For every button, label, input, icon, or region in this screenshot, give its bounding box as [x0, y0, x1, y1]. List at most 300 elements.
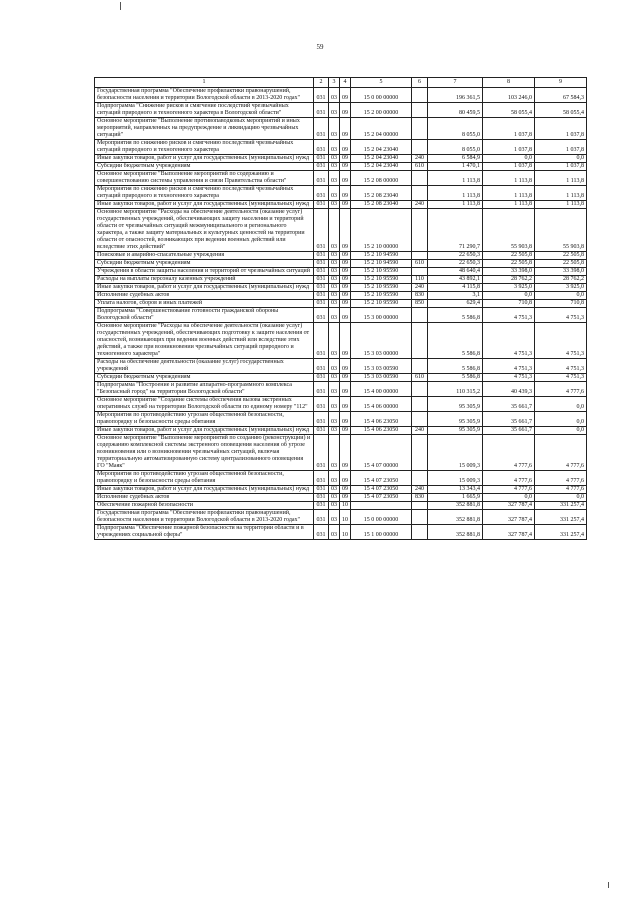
row-value-cell: 22 505,8 — [483, 260, 535, 268]
row-value-cell: 4 777,6 — [535, 382, 587, 397]
row-value-cell: 67 584,3 — [535, 88, 587, 103]
row-value-cell: 28 762,2 — [535, 276, 587, 284]
row-value-cell: 22 505,8 — [535, 252, 587, 260]
row-value-cell — [412, 252, 428, 260]
row-value-cell: 031 — [314, 471, 329, 486]
row-value-cell: 710,8 — [535, 300, 587, 308]
table-row — [95, 494, 587, 502]
row-value-cell — [412, 209, 428, 252]
row-value-cell: 03 — [329, 510, 340, 525]
row-value-cell: 031 — [314, 268, 329, 276]
row-value-cell: 55 903,8 — [483, 209, 535, 252]
row-value-cell: 4 751,3 — [535, 374, 587, 382]
row-value-cell: 09 — [340, 308, 351, 323]
row-value-cell: 5 586,8 — [428, 374, 483, 382]
row-value-cell: 3,1 — [428, 292, 483, 300]
row-value-cell: 031 — [314, 435, 329, 471]
row-value-cell: 031 — [314, 486, 329, 494]
row-value-cell — [412, 186, 428, 201]
row-value-cell: 15 2 10 00000 — [351, 209, 412, 252]
row-value-cell — [412, 510, 428, 525]
row-value-cell: 4 777,6 — [483, 486, 535, 494]
row-value-cell: 09 — [340, 155, 351, 163]
row-value-cell: 0,0 — [483, 494, 535, 502]
row-value-cell: 03 — [329, 502, 340, 510]
row-name-cell: Субсидии бюджетным учреждениям — [95, 260, 314, 268]
row-value-cell: 1 113,8 — [535, 186, 587, 201]
row-value-cell: 103 246,0 — [483, 88, 535, 103]
row-value-cell: 09 — [340, 412, 351, 427]
table-header-row — [95, 78, 587, 88]
row-value-cell — [412, 502, 428, 510]
row-value-cell — [412, 412, 428, 427]
row-value-cell: 10 — [340, 502, 351, 510]
table-row — [95, 284, 587, 292]
row-value-cell: 1 113,8 — [535, 201, 587, 209]
row-value-cell: 8 055,0 — [428, 118, 483, 140]
header-cell: 6 — [412, 78, 428, 88]
row-value-cell — [412, 103, 428, 118]
row-value-cell: 1 037,8 — [483, 140, 535, 155]
row-value-cell — [412, 435, 428, 471]
row-value-cell: 55 903,8 — [535, 209, 587, 252]
row-value-cell: 610 — [412, 163, 428, 171]
row-value-cell: 15 3 03 00590 — [351, 359, 412, 374]
table-row — [95, 427, 587, 435]
table-row — [95, 252, 587, 260]
row-value-cell: 09 — [340, 140, 351, 155]
row-value-cell: 031 — [314, 525, 329, 540]
row-name-cell: Подпрограмма "Обеспечение пожарной безопасности на территории области и в учреждениях социальной сферы" — [95, 525, 314, 540]
row-value-cell: 031 — [314, 163, 329, 171]
row-value-cell: 1 037,8 — [483, 163, 535, 171]
row-name-cell: Обеспечение пожарной безопасности — [95, 502, 314, 510]
row-value-cell: 03 — [329, 252, 340, 260]
row-name-cell: Государственная программа "Обеспечение профилактики правонарушений, безопасности населения и территории Вологодской области в 2013-2020 годах" — [95, 510, 314, 525]
row-value-cell: 03 — [329, 209, 340, 252]
row-value-cell: 09 — [340, 171, 351, 186]
row-name-cell: Исполнение судебных актов — [95, 292, 314, 300]
row-value-cell: 09 — [340, 292, 351, 300]
row-value-cell: 15 4 07 23050 — [351, 486, 412, 494]
row-value-cell: 0,0 — [483, 292, 535, 300]
row-value-cell: 09 — [340, 486, 351, 494]
row-name-cell: Расходы на выплаты персоналу казенных учреждений — [95, 276, 314, 284]
row-value-cell — [412, 171, 428, 186]
row-value-cell: 4 751,3 — [483, 374, 535, 382]
row-value-cell: 031 — [314, 252, 329, 260]
row-value-cell — [412, 397, 428, 412]
row-value-cell: 03 — [329, 292, 340, 300]
row-value-cell: 10 — [340, 525, 351, 540]
row-value-cell: 0,0 — [535, 155, 587, 163]
row-value-cell: 850 — [412, 300, 428, 308]
header-cell: 1 — [95, 78, 314, 88]
row-value-cell: 09 — [340, 268, 351, 276]
row-value-cell: 09 — [340, 300, 351, 308]
row-value-cell: 03 — [329, 268, 340, 276]
row-value-cell: 03 — [329, 163, 340, 171]
row-value-cell: 031 — [314, 276, 329, 284]
row-value-cell: 031 — [314, 201, 329, 209]
row-value-cell: 15 2 04 23040 — [351, 155, 412, 163]
row-name-cell: Поисковые и аварийно-спасательные учреждения — [95, 252, 314, 260]
row-value-cell: 031 — [314, 186, 329, 201]
row-value-cell: 15 4 07 23050 — [351, 494, 412, 502]
row-value-cell: 15 4 06 23050 — [351, 427, 412, 435]
row-name-cell: Мероприятия по снижению рисков и смягчению последствий чрезвычайных ситуаций природного и техногенного характера — [95, 140, 314, 155]
row-value-cell: 4 751,3 — [483, 308, 535, 323]
row-value-cell: 33 398,0 — [483, 268, 535, 276]
row-value-cell: 610 — [412, 374, 428, 382]
row-value-cell: 3 925,0 — [483, 284, 535, 292]
row-value-cell: 58 055,4 — [535, 103, 587, 118]
table-row — [95, 397, 587, 412]
row-value-cell: 0,0 — [535, 397, 587, 412]
table-row — [95, 308, 587, 323]
row-value-cell: 352 881,8 — [428, 502, 483, 510]
row-value-cell: 110 315,2 — [428, 382, 483, 397]
row-value-cell: 1 470,1 — [428, 163, 483, 171]
row-value-cell: 35 661,7 — [483, 397, 535, 412]
row-value-cell: 15 2 08 23040 — [351, 201, 412, 209]
row-value-cell: 031 — [314, 510, 329, 525]
row-value-cell: 15 2 10 95590 — [351, 300, 412, 308]
row-value-cell: 58 055,4 — [483, 103, 535, 118]
row-name-cell: Основное мероприятие "Создание системы обеспечения вызова экстренных оперативных служб на территории Вологодской области по единому номеру "112" — [95, 397, 314, 412]
table-row — [95, 525, 587, 540]
row-name-cell: Иные закупки товаров, работ и услуг для государственных (муниципальных) нужд — [95, 284, 314, 292]
row-value-cell: 15 009,3 — [428, 435, 483, 471]
table-row — [95, 201, 587, 209]
row-value-cell: 15 2 10 95590 — [351, 284, 412, 292]
row-value-cell: 1 037,8 — [483, 118, 535, 140]
row-value-cell: 4 751,3 — [535, 359, 587, 374]
row-value-cell: 031 — [314, 171, 329, 186]
row-value-cell: 196 361,5 — [428, 88, 483, 103]
row-value-cell: 03 — [329, 103, 340, 118]
row-value-cell: 03 — [329, 374, 340, 382]
table-row — [95, 486, 587, 494]
row-value-cell: 03 — [329, 427, 340, 435]
row-value-cell: 0,0 — [535, 292, 587, 300]
row-value-cell: 09 — [340, 209, 351, 252]
row-value-cell: 15 4 06 23050 — [351, 412, 412, 427]
row-value-cell: 1 113,8 — [483, 201, 535, 209]
row-value-cell: 331 257,4 — [535, 510, 587, 525]
table-row — [95, 171, 587, 186]
row-value-cell: 352 881,8 — [428, 525, 483, 540]
row-name-cell: Государственная программа "Обеспечение профилактики правонарушений, безопасности населения и территории Вологодской области в 2013-2020 годах" — [95, 88, 314, 103]
row-value-cell — [351, 502, 412, 510]
row-value-cell: 0,0 — [535, 412, 587, 427]
row-value-cell: 0,0 — [535, 427, 587, 435]
row-value-cell: 03 — [329, 397, 340, 412]
row-value-cell — [412, 118, 428, 140]
row-value-cell: 031 — [314, 412, 329, 427]
row-value-cell: 10 — [340, 510, 351, 525]
row-value-cell: 4 751,3 — [535, 323, 587, 359]
row-value-cell: 03 — [329, 412, 340, 427]
row-value-cell: 09 — [340, 103, 351, 118]
row-value-cell: 327 787,4 — [483, 525, 535, 540]
row-value-cell: 4 777,6 — [535, 471, 587, 486]
row-value-cell: 03 — [329, 435, 340, 471]
row-value-cell: 327 787,4 — [483, 502, 535, 510]
row-value-cell: 22 505,8 — [483, 252, 535, 260]
row-value-cell: 031 — [314, 118, 329, 140]
header-cell: 5 — [351, 78, 412, 88]
table-row — [95, 382, 587, 397]
table-row — [95, 155, 587, 163]
row-value-cell: 8 055,0 — [428, 140, 483, 155]
row-value-cell: 1 113,8 — [428, 171, 483, 186]
row-value-cell: 15 2 10 95590 — [351, 276, 412, 284]
row-value-cell: 43 892,1 — [428, 276, 483, 284]
row-value-cell: 15 2 04 00000 — [351, 118, 412, 140]
table-row — [95, 510, 587, 525]
row-value-cell: 4 777,6 — [483, 471, 535, 486]
row-value-cell: 15 2 10 94590 — [351, 260, 412, 268]
row-value-cell: 4 751,3 — [483, 323, 535, 359]
row-value-cell: 15 009,3 — [428, 471, 483, 486]
row-value-cell: 1 113,8 — [535, 171, 587, 186]
row-value-cell: 031 — [314, 374, 329, 382]
row-value-cell: 4 777,6 — [483, 435, 535, 471]
row-value-cell: 22 650,3 — [428, 252, 483, 260]
row-value-cell: 15 2 08 00000 — [351, 171, 412, 186]
budget-table — [94, 77, 587, 540]
row-value-cell: 031 — [314, 260, 329, 268]
row-value-cell: 15 2 10 95590 — [351, 292, 412, 300]
row-value-cell: 240 — [412, 486, 428, 494]
page-number: 59 — [316, 43, 324, 51]
row-value-cell: 09 — [340, 118, 351, 140]
row-value-cell: 031 — [314, 300, 329, 308]
table-row — [95, 412, 587, 427]
row-value-cell: 031 — [314, 292, 329, 300]
row-name-cell: Подпрограмма "Построение и развитие аппаратно-программного комплекса "Безопасный город" на территории Вологодской области" — [95, 382, 314, 397]
row-value-cell: 240 — [412, 284, 428, 292]
table-row — [95, 163, 587, 171]
row-value-cell: 331 257,4 — [535, 502, 587, 510]
row-value-cell: 09 — [340, 252, 351, 260]
table-row — [95, 471, 587, 486]
table-row — [95, 118, 587, 140]
row-value-cell: 03 — [329, 186, 340, 201]
row-name-cell: Основное мероприятие "Выполнение мероприятий по содержанию и совершенствованию системы управления и связи Правительства области" — [95, 171, 314, 186]
table-body — [95, 88, 587, 540]
row-value-cell: 15 1 00 00000 — [351, 525, 412, 540]
row-value-cell: 80 459,5 — [428, 103, 483, 118]
row-value-cell: 03 — [329, 276, 340, 284]
row-name-cell: Основное мероприятие "Расходы на обеспечение деятельности (оказание услуг) государственных учреждений, обеспечивающих подготовку к защите населения от опасностей, возникающих при ведении военных действий или вследствие этих действий, а также при возникновении чрезвычайных ситуаций природного и техногенного характера" — [95, 323, 314, 359]
row-value-cell: 15 3 03 00000 — [351, 323, 412, 359]
row-value-cell: 03 — [329, 525, 340, 540]
row-value-cell — [412, 525, 428, 540]
row-value-cell — [412, 308, 428, 323]
row-value-cell: 15 2 04 23040 — [351, 140, 412, 155]
row-value-cell: 03 — [329, 171, 340, 186]
row-value-cell: 1 037,8 — [535, 163, 587, 171]
row-value-cell: 03 — [329, 88, 340, 103]
row-value-cell: 03 — [329, 140, 340, 155]
row-value-cell: 15 0 00 00000 — [351, 88, 412, 103]
row-value-cell: 28 762,2 — [483, 276, 535, 284]
row-value-cell: 03 — [329, 260, 340, 268]
row-value-cell: 6 584,9 — [428, 155, 483, 163]
row-name-cell: Субсидии бюджетным учреждениям — [95, 374, 314, 382]
row-value-cell: 15 4 06 00000 — [351, 397, 412, 412]
row-value-cell: 09 — [340, 276, 351, 284]
row-value-cell: 09 — [340, 427, 351, 435]
row-value-cell — [412, 268, 428, 276]
row-value-cell: 031 — [314, 382, 329, 397]
row-name-cell: Иные закупки товаров, работ и услуг для государственных (муниципальных) нужд — [95, 486, 314, 494]
row-value-cell: 09 — [340, 397, 351, 412]
row-name-cell: Основное мероприятие "Выполнение мероприятий по созданию (реконструкции) и содержанию комплексной системы экстренного оповещения населения об угрозе возникновения или о возникновении чрезвычайных ситуаций, включая территориальную автоматизированную систему централизованного оповещения ГО "Маяк" — [95, 435, 314, 471]
table-row — [95, 140, 587, 155]
row-value-cell: 33 398,0 — [535, 268, 587, 276]
row-value-cell — [412, 359, 428, 374]
row-value-cell: 240 — [412, 201, 428, 209]
row-value-cell: 0,0 — [535, 494, 587, 502]
row-value-cell: 0,0 — [483, 155, 535, 163]
row-value-cell: 15 4 07 00000 — [351, 435, 412, 471]
table-row — [95, 300, 587, 308]
row-value-cell: 1 037,8 — [535, 118, 587, 140]
row-value-cell: 1 113,8 — [428, 186, 483, 201]
row-value-cell: 09 — [340, 494, 351, 502]
row-value-cell: 5 586,8 — [428, 323, 483, 359]
table-row — [95, 292, 587, 300]
row-value-cell: 03 — [329, 359, 340, 374]
row-name-cell: Основное мероприятие "Выполнение противопаводковых мероприятий и иных мероприятий, направленных на предупреждение и ликвидацию чрезвычайных ситуаций" — [95, 118, 314, 140]
header-cell: 4 — [340, 78, 351, 88]
row-value-cell: 15 0 00 00000 — [351, 510, 412, 525]
row-value-cell: 4 777,6 — [535, 435, 587, 471]
table-row — [95, 88, 587, 103]
table-row — [95, 260, 587, 268]
row-value-cell: 1 113,8 — [428, 201, 483, 209]
row-value-cell: 95 305,9 — [428, 427, 483, 435]
row-value-cell: 4 777,6 — [535, 486, 587, 494]
row-value-cell: 15 3 00 00000 — [351, 308, 412, 323]
header-cell: 3 — [329, 78, 340, 88]
row-value-cell: 031 — [314, 502, 329, 510]
row-name-cell: Исполнение судебных актов — [95, 494, 314, 502]
row-value-cell: 1 037,8 — [535, 140, 587, 155]
row-name-cell: Подпрограмма "Совершенствование готовности гражданской обороны Вологодской области" — [95, 308, 314, 323]
row-value-cell: 15 2 10 94590 — [351, 252, 412, 260]
header-cell: 8 — [483, 78, 535, 88]
row-name-cell: Иные закупки товаров, работ и услуг для государственных (муниципальных) нужд — [95, 201, 314, 209]
row-value-cell: 15 2 00 00000 — [351, 103, 412, 118]
row-value-cell: 15 2 08 23040 — [351, 186, 412, 201]
row-name-cell: Уплата налогов, сборов и иных платежей — [95, 300, 314, 308]
row-value-cell: 15 3 03 00590 — [351, 374, 412, 382]
table-row — [95, 268, 587, 276]
row-value-cell — [412, 140, 428, 155]
row-value-cell: 031 — [314, 308, 329, 323]
row-value-cell: 09 — [340, 201, 351, 209]
header-cell: 2 — [314, 78, 329, 88]
row-value-cell: 4 751,3 — [483, 359, 535, 374]
row-value-cell: 031 — [314, 397, 329, 412]
row-value-cell: 830 — [412, 292, 428, 300]
row-value-cell: 031 — [314, 88, 329, 103]
row-value-cell — [412, 88, 428, 103]
row-value-cell: 15 4 07 23050 — [351, 471, 412, 486]
row-value-cell: 352 881,8 — [428, 510, 483, 525]
row-value-cell: 031 — [314, 155, 329, 163]
row-value-cell: 629,4 — [428, 300, 483, 308]
row-value-cell: 35 661,7 — [483, 412, 535, 427]
table-row — [95, 502, 587, 510]
row-value-cell: 1 113,8 — [483, 186, 535, 201]
row-value-cell: 03 — [329, 118, 340, 140]
row-value-cell: 5 586,8 — [428, 308, 483, 323]
row-value-cell: 09 — [340, 284, 351, 292]
row-value-cell: 09 — [340, 359, 351, 374]
row-value-cell: 031 — [314, 209, 329, 252]
table-row — [95, 435, 587, 471]
row-value-cell: 15 4 00 00000 — [351, 382, 412, 397]
table-row — [95, 209, 587, 252]
row-value-cell: 4 115,8 — [428, 284, 483, 292]
scan-mark-top — [120, 2, 121, 10]
row-value-cell: 327 787,4 — [483, 510, 535, 525]
row-value-cell: 13 343,4 — [428, 486, 483, 494]
row-value-cell: 22 650,3 — [428, 260, 483, 268]
table-row — [95, 276, 587, 284]
row-value-cell: 031 — [314, 323, 329, 359]
row-value-cell: 40 439,3 — [483, 382, 535, 397]
row-value-cell: 03 — [329, 155, 340, 163]
header-cell: 9 — [535, 78, 587, 88]
row-value-cell: 031 — [314, 140, 329, 155]
row-name-cell: Мероприятия по противодействию угрозам общественной безопасности, правопорядку и безопасности среды обитания — [95, 471, 314, 486]
row-value-cell: 71 290,7 — [428, 209, 483, 252]
row-name-cell: Учреждения в области защиты населения и территорий от чрезвычайных ситуаций — [95, 268, 314, 276]
row-value-cell: 09 — [340, 435, 351, 471]
row-value-cell: 03 — [329, 382, 340, 397]
row-value-cell: 610 — [412, 260, 428, 268]
row-value-cell: 15 2 10 95590 — [351, 268, 412, 276]
row-value-cell: 240 — [412, 155, 428, 163]
table-row — [95, 103, 587, 118]
row-name-cell: Иные закупки товаров, работ и услуг для государственных (муниципальных) нужд — [95, 427, 314, 435]
row-value-cell: 95 305,9 — [428, 397, 483, 412]
row-value-cell: 03 — [329, 284, 340, 292]
row-value-cell: 3 925,0 — [535, 284, 587, 292]
row-name-cell: Подпрограмма "Снижение рисков и смягчение последствий чрезвычайных ситуаций природного и техногенного характера в Вологодской области" — [95, 103, 314, 118]
table-row — [95, 374, 587, 382]
row-name-cell: Мероприятия по снижению рисков и смягчению последствий чрезвычайных ситуаций природного и техногенного характера — [95, 186, 314, 201]
row-value-cell: 031 — [314, 359, 329, 374]
row-value-cell: 1 113,8 — [483, 171, 535, 186]
row-value-cell — [412, 323, 428, 359]
row-value-cell: 48 640,4 — [428, 268, 483, 276]
row-value-cell: 35 661,7 — [483, 427, 535, 435]
row-value-cell: 03 — [329, 300, 340, 308]
row-value-cell: 1 665,9 — [428, 494, 483, 502]
row-value-cell: 09 — [340, 260, 351, 268]
row-value-cell — [412, 382, 428, 397]
table-row — [95, 186, 587, 201]
row-value-cell: 03 — [329, 486, 340, 494]
row-name-cell: Субсидии бюджетным учреждениям — [95, 163, 314, 171]
